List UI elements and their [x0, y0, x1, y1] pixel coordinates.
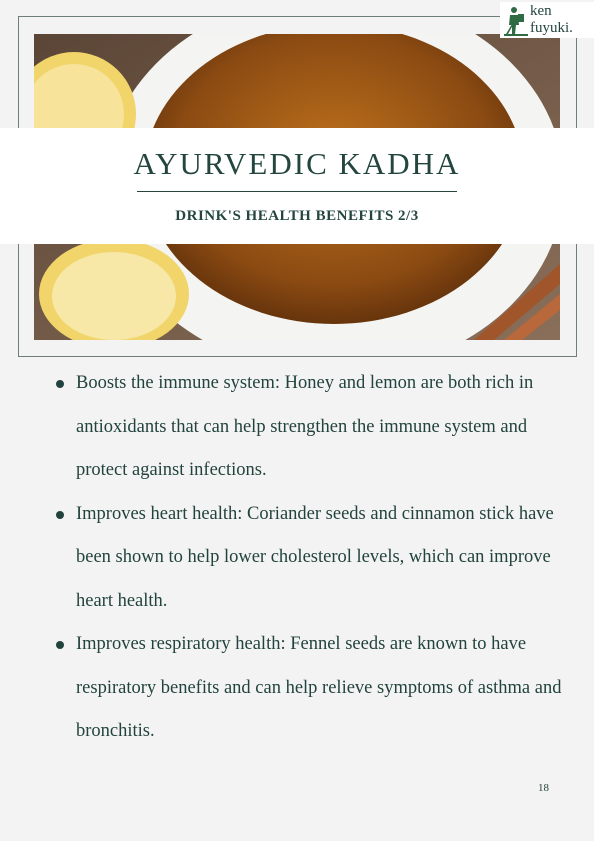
list-item [52, 493, 562, 624]
page-subtitle: DRINK'S HEALTH BENEFITS 2/3 [175, 208, 419, 224]
bullet-icon [56, 380, 64, 388]
page-title: AYURVEDIC KADHA [133, 146, 461, 181]
benefit-text: Improves respiratory health: Fennel seeds are known to have respiratory benefits and can help relieve symptoms of asthma and bronchitis. [76, 634, 562, 741]
benefits-list [52, 362, 562, 754]
bullet-icon [56, 511, 64, 519]
list-item [52, 362, 562, 493]
brand-line-2: fuyuki. [530, 20, 573, 36]
benefit-text: Boosts the immune system: Honey and lemon are both rich in antioxidants that can help strengthen the immune system and protect against infections. [76, 373, 534, 480]
bullet-icon [56, 641, 64, 649]
title-divider [137, 191, 457, 192]
benefit-text: Improves heart health: Coriander seeds and cinnamon stick have been shown to help lower cholesterol levels, which can improve heart health. [76, 503, 554, 611]
traveler-icon [504, 6, 528, 41]
brand-name [530, 3, 573, 37]
brand-line-1: ken [530, 3, 552, 19]
page-number: 18 [538, 782, 549, 794]
list-item [52, 623, 562, 754]
brand-logo[interactable] [500, 2, 594, 38]
